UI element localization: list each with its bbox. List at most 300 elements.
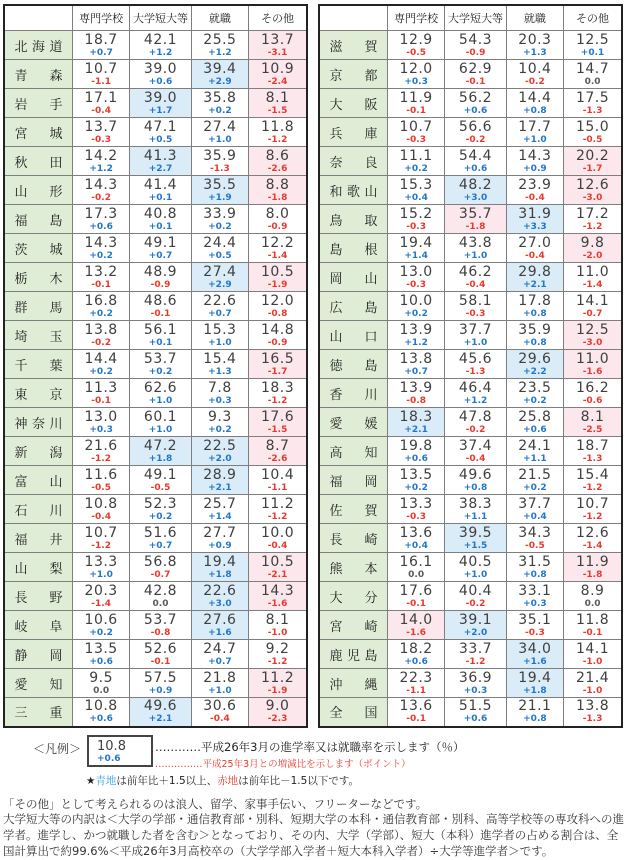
rate-value: 19.4 (518, 669, 552, 686)
header-row (319, 5, 622, 31)
rate-cell (506, 582, 563, 611)
rate-delta: -0.9 (465, 47, 486, 58)
prefecture-name: 熊本 (319, 553, 387, 582)
table-row (4, 205, 307, 234)
rate-value: 14.8 (260, 321, 295, 338)
rate-cell (249, 437, 307, 466)
rate-value: 12.0 (399, 60, 433, 77)
col-header-daigaku: 大学短大等 (130, 5, 191, 31)
rate-cell (72, 524, 129, 553)
table-row (4, 408, 307, 437)
rate-value: 52.6 (143, 640, 178, 657)
rate-cell (249, 640, 307, 669)
rate-delta: -0.2 (91, 192, 111, 203)
rate-value: 34.0 (518, 640, 552, 657)
rate-cell (130, 611, 191, 640)
rate-value: 9.8 (580, 234, 605, 251)
rate-value: 8.8 (265, 176, 290, 193)
rate-value: 60.1 (143, 408, 178, 425)
rate-cell (564, 669, 622, 698)
rate-cell (387, 89, 444, 118)
rate-cell (249, 176, 307, 205)
rate-value: 35.8 (203, 89, 237, 106)
prefecture-name: 徳島 (319, 350, 387, 379)
rate-value: 20.2 (575, 147, 610, 164)
rate-delta: -1.2 (267, 134, 288, 145)
prefecture-name: 栃木 (4, 263, 72, 292)
rate-value: 11.9 (399, 89, 433, 106)
rate-delta: -1.9 (267, 279, 288, 290)
rate-value: 23.9 (518, 176, 552, 193)
rate-delta: -1.5 (267, 105, 288, 116)
table-row (4, 582, 307, 611)
rate-delta: +0.1 (148, 221, 173, 232)
rate-delta: -0.1 (406, 598, 426, 609)
rate-delta: +1.2 (404, 337, 428, 348)
rate-value: 14.1 (575, 640, 610, 657)
rate-value: 53.7 (143, 611, 178, 628)
rate-delta: -0.3 (406, 221, 426, 232)
rate-value: 40.5 (458, 553, 493, 570)
rate-delta: -0.1 (582, 627, 603, 638)
rate-delta: +1.8 (148, 453, 173, 464)
rate-delta: +0.7 (89, 47, 113, 58)
rate-delta: -0.4 (525, 250, 545, 261)
rate-value: 10.7 (399, 118, 433, 135)
prefecture-name: 山口 (319, 321, 387, 350)
rate-delta: +0.3 (404, 76, 428, 87)
rate-value: 13.3 (399, 495, 433, 512)
rate-delta: -0.8 (406, 395, 426, 406)
rate-value: 62.6 (143, 379, 178, 396)
table-row (4, 379, 307, 408)
rate-cell (130, 640, 191, 669)
rate-cell (506, 495, 563, 524)
rate-cell (445, 640, 506, 669)
table-row (319, 408, 622, 437)
rate-value: 10.4 (260, 466, 295, 483)
table-row (319, 89, 622, 118)
rate-delta: +1.2 (208, 47, 232, 58)
rate-cell (445, 118, 506, 147)
rate-value: 12.0 (260, 292, 295, 309)
rate-delta: -0.3 (406, 134, 426, 145)
rate-value: 25.5 (203, 31, 237, 48)
prefecture-name: 高知 (319, 437, 387, 466)
prefecture-name: 福島 (4, 205, 72, 234)
rate-delta: -1.6 (267, 598, 288, 609)
rate-value: 56.1 (143, 321, 178, 338)
rate-delta: +0.9 (148, 685, 173, 696)
rate-delta: +1.0 (89, 569, 113, 580)
rate-delta: +0.7 (208, 656, 232, 667)
rate-cell (387, 118, 444, 147)
rate-value: 41.4 (143, 176, 178, 193)
rate-cell (445, 205, 506, 234)
rate-delta: +0.2 (89, 308, 113, 319)
rate-value: 21.5 (518, 466, 552, 483)
rate-value: 30.6 (203, 698, 237, 715)
rate-cell (249, 466, 307, 495)
rate-cell (72, 611, 129, 640)
rate-value: 18.3 (260, 379, 295, 396)
rate-value: 33.1 (518, 582, 552, 599)
rate-value: 40.8 (143, 205, 178, 222)
rate-value: 22.3 (399, 669, 433, 686)
rate-delta: +0.8 (463, 482, 488, 493)
rate-value: 10.0 (260, 524, 295, 541)
rate-value: 40.4 (458, 582, 493, 599)
rate-cell (130, 205, 191, 234)
rate-delta: +0.2 (148, 366, 173, 377)
rate-value: 22.6 (203, 292, 237, 309)
rate-delta: +2.9 (208, 279, 232, 290)
prefecture-name: 大分 (319, 582, 387, 611)
rate-cell (249, 379, 307, 408)
col-header-sonota: その他 (249, 5, 307, 31)
table-row (4, 147, 307, 176)
rate-cell (564, 466, 622, 495)
rate-value: 10.9 (260, 60, 295, 77)
rate-value: 11.8 (575, 611, 610, 628)
rate-cell (506, 205, 563, 234)
rate-cell (72, 118, 129, 147)
table-row (319, 379, 622, 408)
prefecture-name: 秋田 (4, 147, 72, 176)
rate-delta: -0.9 (150, 279, 171, 290)
rate-delta: -0.4 (267, 540, 288, 551)
legend-delta-desc: ……………平成25年3月との増減比を示します（ポイント） (155, 758, 411, 770)
rate-cell (506, 263, 563, 292)
rate-cell (506, 234, 563, 263)
rate-value: 13.0 (84, 408, 118, 425)
prefecture-name: 新潟 (4, 437, 72, 466)
rate-cell (249, 553, 307, 582)
rate-value: 14.3 (84, 176, 118, 193)
rate-value: 48.6 (143, 292, 178, 309)
rate-cell (191, 205, 248, 234)
rate-delta: +0.6 (523, 424, 547, 435)
rate-delta: -0.3 (91, 134, 111, 145)
rate-cell (387, 698, 444, 727)
rate-cell (72, 466, 129, 495)
rate-delta: -0.4 (465, 453, 486, 464)
rate-delta: -0.8 (267, 308, 288, 319)
rate-cell (130, 495, 191, 524)
rate-value: 54.4 (458, 147, 493, 164)
rate-value: 37.4 (458, 437, 493, 454)
rate-delta: +0.2 (208, 424, 232, 435)
legend-note-mid: は前年比＋1.5以上、 (116, 774, 218, 787)
rate-cell (564, 524, 622, 553)
footnote-daigaku-detail: 大学短大等の内訳は＜大学の学部・通信教育部・別科、短期大学の本科・通信教育部・別科、高等学校等の専攻科への進学者。進学し、かつ就職した者を含む＞となっており、その内、大学（学部）、短大（本科）進学者の占める割合は、全国計算出で約99.6%＜平成26年3月高校卒の（大学学部入学者＋短大本科入学者）÷大学等進学者＞です。 (3, 812, 624, 859)
table-row (4, 60, 307, 89)
prefecture-name: 山梨 (4, 553, 72, 582)
rate-delta: +0.6 (463, 163, 488, 174)
rate-value: 14.2 (84, 147, 118, 164)
rate-value: 18.7 (84, 31, 118, 48)
table-row (319, 147, 622, 176)
rate-tables (3, 4, 626, 728)
rate-cell (72, 234, 129, 263)
rate-delta: -0.9 (267, 337, 288, 348)
rate-delta: -0.1 (150, 308, 171, 319)
rate-cell (506, 89, 563, 118)
table-row (319, 350, 622, 379)
rate-delta: +1.0 (463, 250, 488, 261)
rate-delta: -1.0 (582, 656, 603, 667)
rate-cell (130, 292, 191, 321)
rate-cell (387, 147, 444, 176)
rate-cell (249, 263, 307, 292)
rate-value: 15.4 (203, 350, 237, 367)
rate-delta: +1.6 (523, 656, 547, 667)
rate-cell (249, 31, 307, 60)
corner-cell (4, 5, 72, 31)
rate-cell (445, 582, 506, 611)
rate-delta: +1.0 (148, 395, 173, 406)
prefecture-name: 大阪 (319, 89, 387, 118)
legend-color-note (86, 773, 626, 788)
rate-delta: +0.1 (580, 47, 605, 58)
rate-delta: -1.3 (465, 366, 486, 377)
rate-delta: 0.0 (93, 685, 110, 696)
rate-cell (387, 669, 444, 698)
rate-value: 18.7 (575, 437, 610, 454)
rate-cell (72, 60, 129, 89)
table-row (4, 292, 307, 321)
rate-cell (191, 321, 248, 350)
prefecture-name: 愛知 (4, 669, 72, 698)
legend-red-word: 赤地 (217, 774, 239, 787)
rate-value: 17.1 (84, 89, 118, 106)
rate-cell (72, 669, 129, 698)
rate-value: 17.7 (518, 118, 552, 135)
rate-delta: +1.0 (463, 569, 488, 580)
rate-value: 27.6 (203, 611, 237, 628)
rate-delta: -0.5 (150, 482, 171, 493)
rate-value: 13.6 (399, 698, 433, 715)
table-row (4, 234, 307, 263)
rate-value: 39.0 (143, 60, 178, 77)
rate-delta: +0.2 (523, 395, 547, 406)
table-row (319, 553, 622, 582)
rate-value: 10.5 (260, 553, 295, 570)
rate-cell (130, 60, 191, 89)
rate-delta: -0.4 (210, 714, 230, 725)
prefecture-name: 兵庫 (319, 118, 387, 147)
rate-cell (506, 379, 563, 408)
rate-value: 58.1 (458, 292, 493, 309)
rate-value: 13.8 (84, 321, 118, 338)
prefecture-name: 神奈川 (4, 408, 72, 437)
prefecture-name: 香川 (319, 379, 387, 408)
rate-cell (564, 60, 622, 89)
rate-cell (564, 205, 622, 234)
rate-delta: -1.0 (582, 685, 603, 696)
rate-delta: +1.2 (463, 395, 488, 406)
rate-cell (506, 524, 563, 553)
rate-value: 10.4 (518, 60, 552, 77)
rate-delta: +0.2 (404, 482, 428, 493)
rate-delta: +0.9 (208, 540, 232, 551)
rate-delta: +3.3 (523, 221, 547, 232)
rate-cell (387, 437, 444, 466)
rate-delta: +0.3 (208, 395, 232, 406)
rate-cell (445, 89, 506, 118)
rate-value: 8.1 (265, 89, 290, 106)
rate-delta: -0.5 (91, 482, 111, 493)
prefecture-name: 沖縄 (319, 669, 387, 698)
table-row (4, 89, 307, 118)
rate-cell (72, 553, 129, 582)
rate-cell (387, 176, 444, 205)
rate-delta: -3.0 (582, 192, 603, 203)
rate-cell (564, 379, 622, 408)
rate-value: 17.6 (260, 408, 295, 425)
rate-value: 12.5 (575, 31, 610, 48)
rate-delta: -1.4 (91, 598, 111, 609)
rate-cell (249, 234, 307, 263)
prefecture-name: 群馬 (4, 292, 72, 321)
prefecture-name: 鳥取 (319, 205, 387, 234)
prefecture-name: 長野 (4, 582, 72, 611)
rate-cell (191, 495, 248, 524)
rate-cell (191, 408, 248, 437)
rate-value: 24.4 (203, 234, 237, 251)
rate-cell (130, 176, 191, 205)
rate-cell (564, 31, 622, 60)
rate-cell (387, 321, 444, 350)
rate-value: 21.1 (518, 698, 552, 715)
rate-delta: +0.7 (404, 366, 428, 377)
rate-cell (191, 350, 248, 379)
rate-delta: -0.7 (582, 308, 603, 319)
prefecture-name: 鹿児島 (319, 640, 387, 669)
rate-cell (72, 698, 129, 727)
rate-cell (387, 205, 444, 234)
rate-value: 52.3 (143, 495, 178, 512)
rate-value: 15.2 (399, 205, 433, 222)
rate-value: 10.8 (84, 495, 118, 512)
rate-cell (506, 31, 563, 60)
rate-delta: +1.0 (208, 337, 232, 348)
rate-cell (249, 495, 307, 524)
rate-value: 10.0 (399, 292, 433, 309)
rate-cell (506, 611, 563, 640)
rate-value: 12.5 (575, 321, 610, 338)
rate-value: 13.5 (399, 466, 433, 483)
rate-cell (249, 89, 307, 118)
table-row (4, 698, 307, 727)
rate-delta: -1.2 (582, 511, 603, 522)
rate-value: 13.3 (84, 553, 118, 570)
rate-cell (506, 118, 563, 147)
rate-delta: -2.6 (267, 453, 288, 464)
rate-cell (387, 466, 444, 495)
rate-value: 12.6 (575, 524, 610, 541)
prefecture-name: 東京 (4, 379, 72, 408)
rate-cell (445, 234, 506, 263)
prefecture-name: 福岡 (319, 466, 387, 495)
header-row (4, 5, 307, 31)
table-row (319, 611, 622, 640)
rate-value: 17.2 (575, 205, 610, 222)
rate-value: 51.5 (458, 698, 493, 715)
rate-cell (445, 60, 506, 89)
prefecture-name: 広島 (319, 292, 387, 321)
rate-delta: +0.6 (404, 656, 428, 667)
rate-delta: +0.5 (208, 250, 232, 261)
rate-value: 27.4 (203, 118, 237, 135)
rate-delta: +0.2 (89, 250, 113, 261)
rate-value: 8.1 (265, 611, 290, 628)
rate-cell (249, 350, 307, 379)
rate-value: 14.1 (575, 292, 610, 309)
rate-cell (564, 350, 622, 379)
rate-value: 35.5 (203, 176, 237, 193)
rate-cell (191, 292, 248, 321)
rate-value: 11.0 (575, 263, 610, 280)
rate-cell (445, 350, 506, 379)
rate-value: 35.9 (518, 321, 552, 338)
rate-delta: -0.9 (267, 221, 288, 232)
rate-cell (249, 669, 307, 698)
rate-delta: -3.0 (582, 337, 603, 348)
rate-delta: -1.2 (465, 656, 486, 667)
rate-delta: -1.2 (267, 395, 288, 406)
rate-value: 10.7 (84, 60, 118, 77)
rate-cell (72, 495, 129, 524)
rate-value: 15.0 (575, 118, 610, 135)
rate-value: 39.1 (458, 611, 493, 628)
rate-value: 14.3 (518, 147, 552, 164)
table-row (319, 437, 622, 466)
rate-cell (445, 321, 506, 350)
rate-delta: -0.5 (525, 540, 545, 551)
rate-delta: +0.2 (404, 308, 428, 319)
rate-delta: -1.7 (582, 163, 603, 174)
rate-cell (191, 379, 248, 408)
prefecture-name: 岡山 (319, 263, 387, 292)
rate-delta: +1.1 (523, 453, 547, 464)
rate-cell (506, 176, 563, 205)
rate-delta: -0.1 (406, 105, 426, 116)
rate-delta: +0.6 (463, 105, 488, 116)
rate-delta: +0.3 (463, 685, 488, 696)
table-row (319, 524, 622, 553)
rate-value: 16.5 (260, 350, 295, 367)
col-header-daigaku: 大学短大等 (445, 5, 506, 31)
rate-delta: +1.0 (463, 337, 488, 348)
rate-delta: -0.4 (91, 511, 111, 522)
rate-cell (506, 321, 563, 350)
rate-delta: -1.6 (406, 627, 426, 638)
rate-cell (249, 408, 307, 437)
rate-delta: +0.6 (148, 76, 173, 87)
rate-value: 10.7 (575, 495, 610, 512)
rate-value: 10.8 (84, 698, 118, 715)
table-row (4, 669, 307, 698)
rate-delta: -0.1 (465, 76, 486, 87)
rate-delta: +1.2 (89, 163, 113, 174)
rate-cell (445, 495, 506, 524)
rate-cell (506, 292, 563, 321)
rate-cell (249, 582, 307, 611)
legend-note-tail: は前年比－1.5以下です。 (238, 774, 359, 787)
col-header-shushoku: 就職 (506, 5, 563, 31)
prefecture-name: 宮崎 (319, 611, 387, 640)
